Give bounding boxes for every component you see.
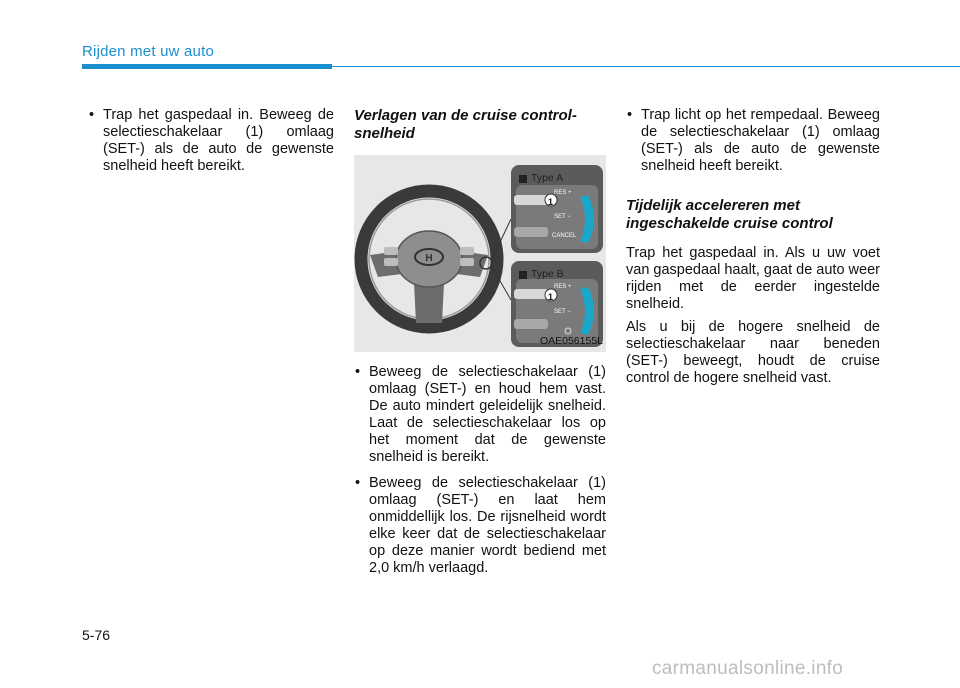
bullet-item bbox=[354, 364, 606, 466]
bullet-text: Beweeg de selectieschakelaar (1) omlaag (SET-) en laat hem onmiddellijk los. De rijsnelheid wordt elke keer dat de selectieschakelaar op deze manier wordt bediend met 2,0 km/h verlaagd. bbox=[369, 475, 606, 576]
square-bullet-icon bbox=[519, 175, 527, 183]
bullet-dot: • bbox=[89, 107, 95, 123]
column-1 bbox=[88, 107, 334, 184]
bullet-dot: • bbox=[355, 475, 361, 491]
bullet-dot: • bbox=[355, 364, 361, 380]
bullet-dot: • bbox=[627, 107, 633, 123]
section-heading: Verlagen van de cruise control-snelheid bbox=[354, 107, 577, 142]
bullet-text: Trap het gaspedaal in. Beweeg de selectieschakelaar (1) omlaag (SET-) als de auto de gewenste snelheid heeft bereikt. bbox=[103, 107, 334, 174]
type-b-label: Type B bbox=[519, 266, 564, 283]
page-number: 5-76 bbox=[82, 627, 111, 643]
square-bullet-icon bbox=[519, 271, 527, 279]
res-label-b: RES + bbox=[554, 284, 572, 290]
type-a-label: Type A bbox=[519, 170, 563, 187]
header-rule bbox=[332, 66, 960, 67]
section-title: Rijden met uw auto bbox=[82, 43, 215, 60]
paragraph: Als u bij de hogere snelheid de selectieschakelaar naar beneden (SET-) beweegt, houdt de cruise control de hogere snelheid vast. bbox=[626, 319, 880, 386]
watermark: carmanualsonline.info bbox=[652, 658, 844, 679]
bullet-text: Trap licht op het rempedaal. Beweeg de selectieschakelaar (1) omlaag (SET-) als de auto de gewenste snelheid heeft bereikt. bbox=[641, 107, 880, 174]
section-heading: Tijdelijk accelereren met ingeschakelde cruise control bbox=[626, 197, 833, 232]
set-label-b: SET − bbox=[554, 309, 571, 315]
callout-1-a: 1 bbox=[548, 197, 554, 207]
cancel-label-a: CANCEL bbox=[552, 233, 577, 239]
bullet-text: Beweeg de selectieschakelaar (1) omlaag (SET-) en houd hem vast. De auto mindert geleidelijk snelheid. Laat de selectieschakelaar los op het moment dat de gewenste snelheid is bereikt. bbox=[369, 364, 606, 465]
header-bar bbox=[82, 64, 332, 69]
column-3 bbox=[626, 107, 880, 393]
column-2 bbox=[354, 107, 606, 586]
set-label-a: SET − bbox=[554, 214, 571, 220]
bullet-item bbox=[354, 475, 606, 577]
paragraph: Trap het gaspedaal in. Als u uw voet van gaspedaal haalt, gaat de auto weer rijden met de eerder ingestelde snelheid. bbox=[626, 245, 880, 312]
figure-code: OAE056155L bbox=[539, 335, 603, 347]
bullet-item bbox=[626, 107, 880, 175]
bullet-item bbox=[88, 107, 334, 175]
steering-wheel-figure bbox=[354, 155, 606, 352]
callout-1-b: 1 bbox=[548, 292, 554, 302]
svg-text:H: H bbox=[425, 253, 433, 264]
res-label-a: RES + bbox=[554, 190, 572, 196]
